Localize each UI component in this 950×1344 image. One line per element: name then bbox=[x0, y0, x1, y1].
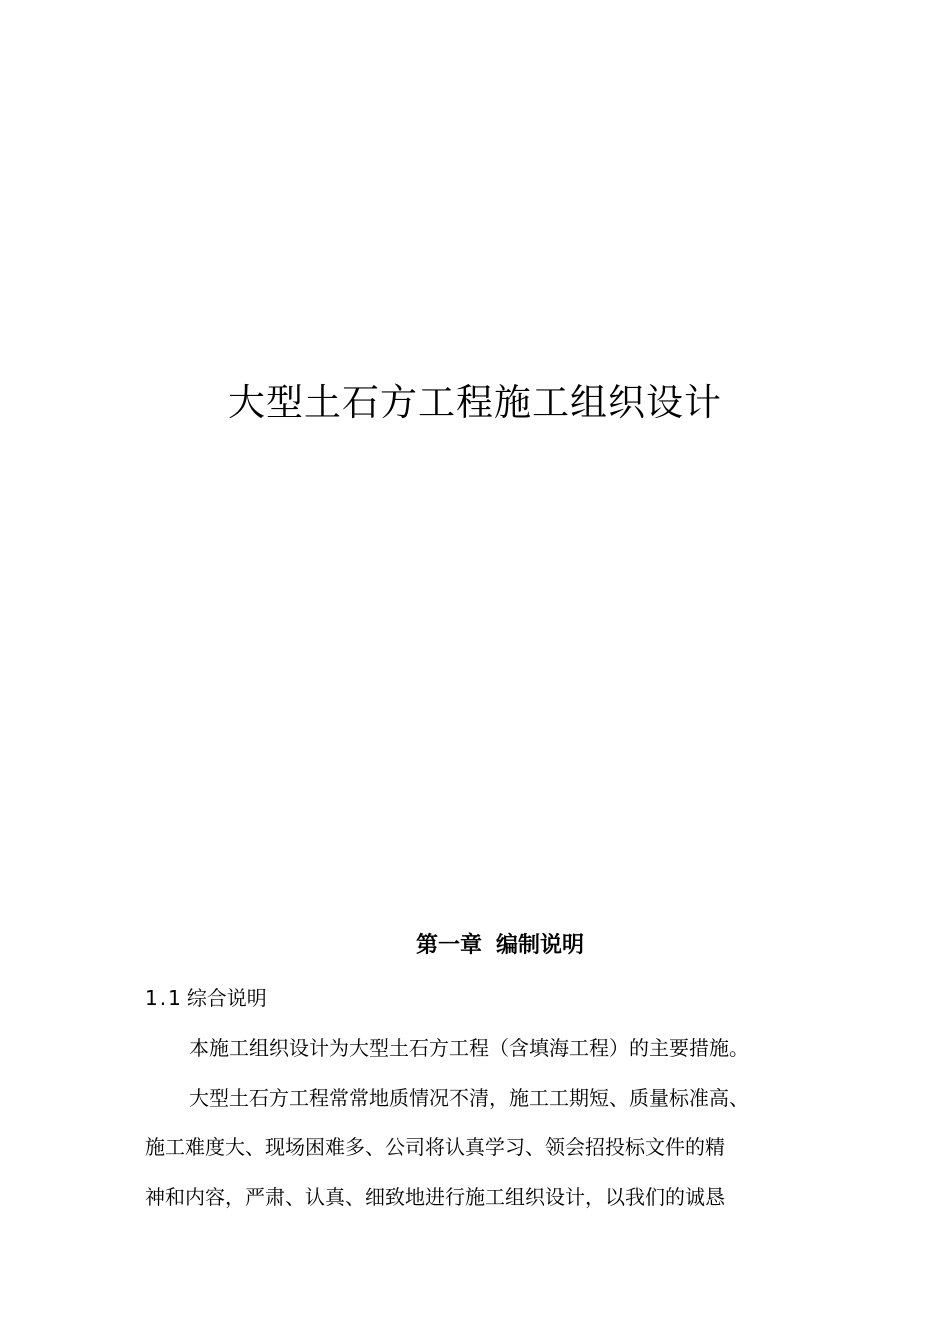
section-heading bbox=[145, 982, 267, 1014]
paragraph-line: 施工难度大、现场困难多、公司将认真学习、领会招投标文件的精 bbox=[145, 1135, 725, 1159]
paragraph-line: 神和内容，严肃、认真、细致地进行施工组织设计，以我们的诚恳 bbox=[145, 1185, 725, 1209]
section-title: 综合说明 bbox=[186, 986, 267, 1010]
chapter-title: 编制说明 bbox=[496, 933, 585, 958]
paragraph-line: 本施工组织设计为大型土石方工程（含填海工程）的主要措施。 bbox=[189, 1036, 749, 1060]
section-number: 1.1 bbox=[145, 986, 183, 1010]
chapter-heading bbox=[300, 929, 700, 963]
paragraph-line: 大型土石方工程常常地质情况不清，施工工期短、质量标准高、 bbox=[189, 1086, 749, 1110]
document-title: 大型土石方工程施工组织设计 bbox=[228, 381, 722, 424]
chapter-number: 第一章 bbox=[415, 933, 482, 958]
